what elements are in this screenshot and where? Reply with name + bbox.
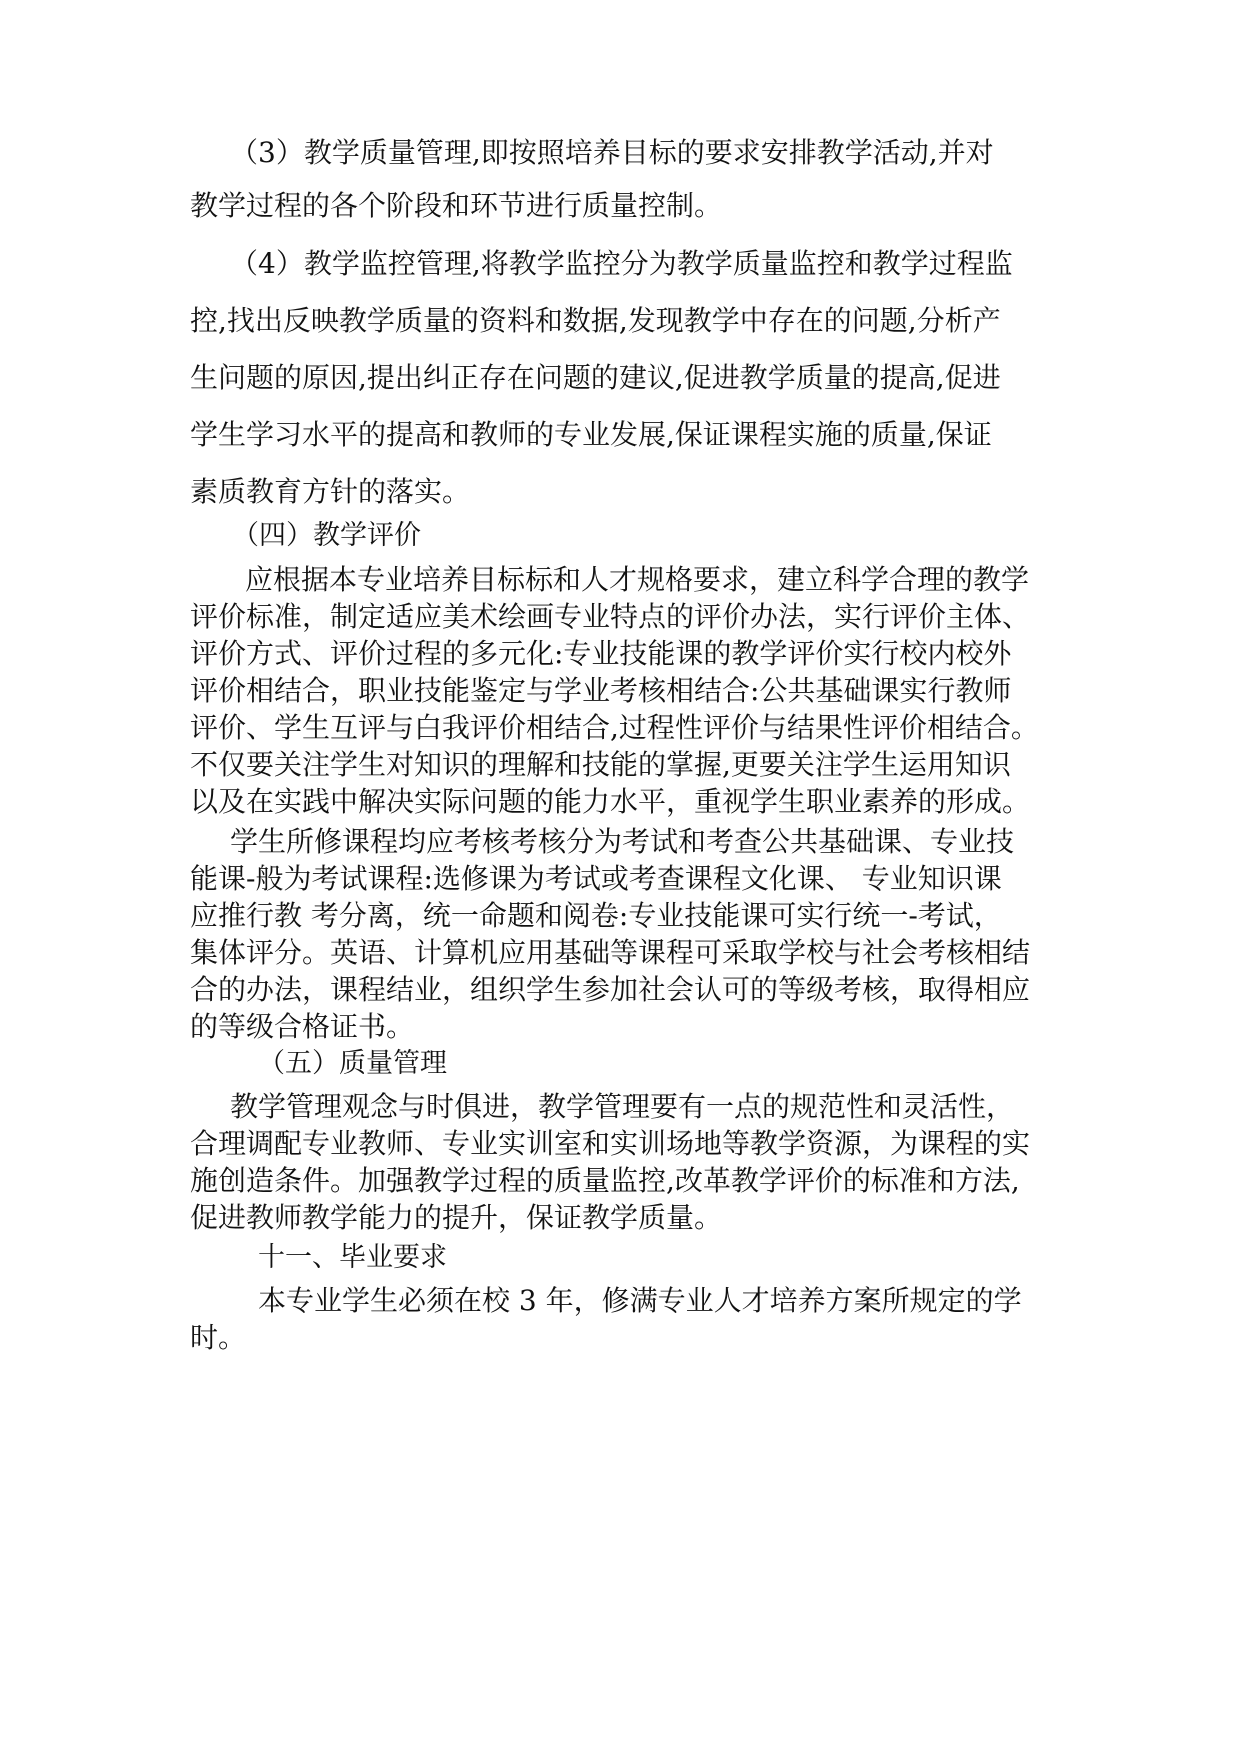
- evaluation-paragraph-line-7: 以及在实践中解决实际问题的能力水平，重视学生职业素养的形成。: [190, 785, 1031, 818]
- evaluation-paragraph-line-3: 评价方式、评价过程的多元化:专业技能课的教学评价实行校内校外: [190, 637, 1012, 670]
- quality-paragraph-line-3: 施创造条件。加强教学过程的质量监控,改革教学评价的标准和方法,: [190, 1164, 1020, 1197]
- assessment-paragraph-line-1: 学生所修课程均应考核考核分为考试和考查公共基础课、专业技: [230, 825, 1015, 858]
- paragraph-4-line-3: 生问题的原因,提出纠正存在问题的建议,促进教学质量的提高,促进: [190, 361, 1001, 394]
- quality-paragraph-line-1: 教学管理观念与时俱进，教学管理要有一点的规范性和灵活性，: [230, 1090, 1015, 1123]
- paragraph-4-line-5: 素质教育方针的落实。: [190, 475, 471, 508]
- evaluation-paragraph-line-4: 评价相结合，职业技能鉴定与学业考核相结合:公共基础课实行教师: [190, 674, 1012, 707]
- section-heading-graduation-requirements: 十一、毕业要求: [258, 1242, 447, 1273]
- evaluation-paragraph-line-5: 评价、学生互评与白我评价相结合,过程性评价与结果性评价相结合。: [190, 711, 1039, 744]
- assessment-paragraph-line-4: 集体评分。英语、计算机应用基础等课程可采取学校与社会考核相结: [190, 936, 1031, 969]
- assessment-paragraph-line-3: 应推行教 考分离，统一命题和阅卷:专业技能课可实行统一-考试，: [190, 899, 1002, 932]
- paragraph-3-line-1: （3）教学质量管理,即按照培养目标的要求安排教学活动,并对: [230, 136, 994, 169]
- quality-paragraph-line-2: 合理调配专业教师、专业实训室和实训场地等教学资源，为课程的实: [190, 1127, 1031, 1160]
- assessment-paragraph-line-2: 能课-般为考试课程:选修课为考试或考查课程文化课、 专业知识课: [190, 862, 1002, 895]
- section-heading-teaching-evaluation: （四）教学评价: [232, 520, 421, 551]
- evaluation-paragraph-line-1: 应根据本专业培养目标标和人才规格要求，建立科学合理的教学: [245, 563, 1030, 596]
- paragraph-4-line-1: （4）教学监控管理,将教学监控分为教学质量监控和教学过程监: [230, 247, 1013, 280]
- evaluation-paragraph-line-2: 评价标准，制定适应美术绘画专业特点的评价办法，实行评价主体、: [190, 600, 1031, 633]
- assessment-paragraph-line-6: 的等级合格证书。: [190, 1010, 415, 1043]
- graduation-paragraph-line-1: 本专业学生必须在校 3 年，修满专业人才培养方案所规定的学: [258, 1284, 1022, 1317]
- evaluation-paragraph-line-6: 不仅要关注学生对知识的理解和技能的掌握,更要关注学生运用知识: [190, 748, 1011, 781]
- section-heading-quality-management: （五）质量管理: [258, 1048, 447, 1079]
- quality-paragraph-line-4: 促进教师教学能力的提升，保证教学质量。: [190, 1201, 723, 1234]
- paragraph-4-line-4: 学生学习水平的提高和教师的专业发展,保证课程实施的质量,保证: [190, 418, 992, 451]
- assessment-paragraph-line-5: 合的办法，课程结业，组织学生参加社会认可的等级考核，取得相应: [190, 973, 1031, 1006]
- paragraph-4-line-2: 控,找出反映教学质量的资料和数据,发现教学中存在的问题,分析产: [190, 304, 1001, 337]
- paragraph-3-line-2: 教学过程的各个阶段和环节进行质量控制。: [190, 189, 723, 222]
- graduation-paragraph-line-2: 时。: [190, 1321, 247, 1354]
